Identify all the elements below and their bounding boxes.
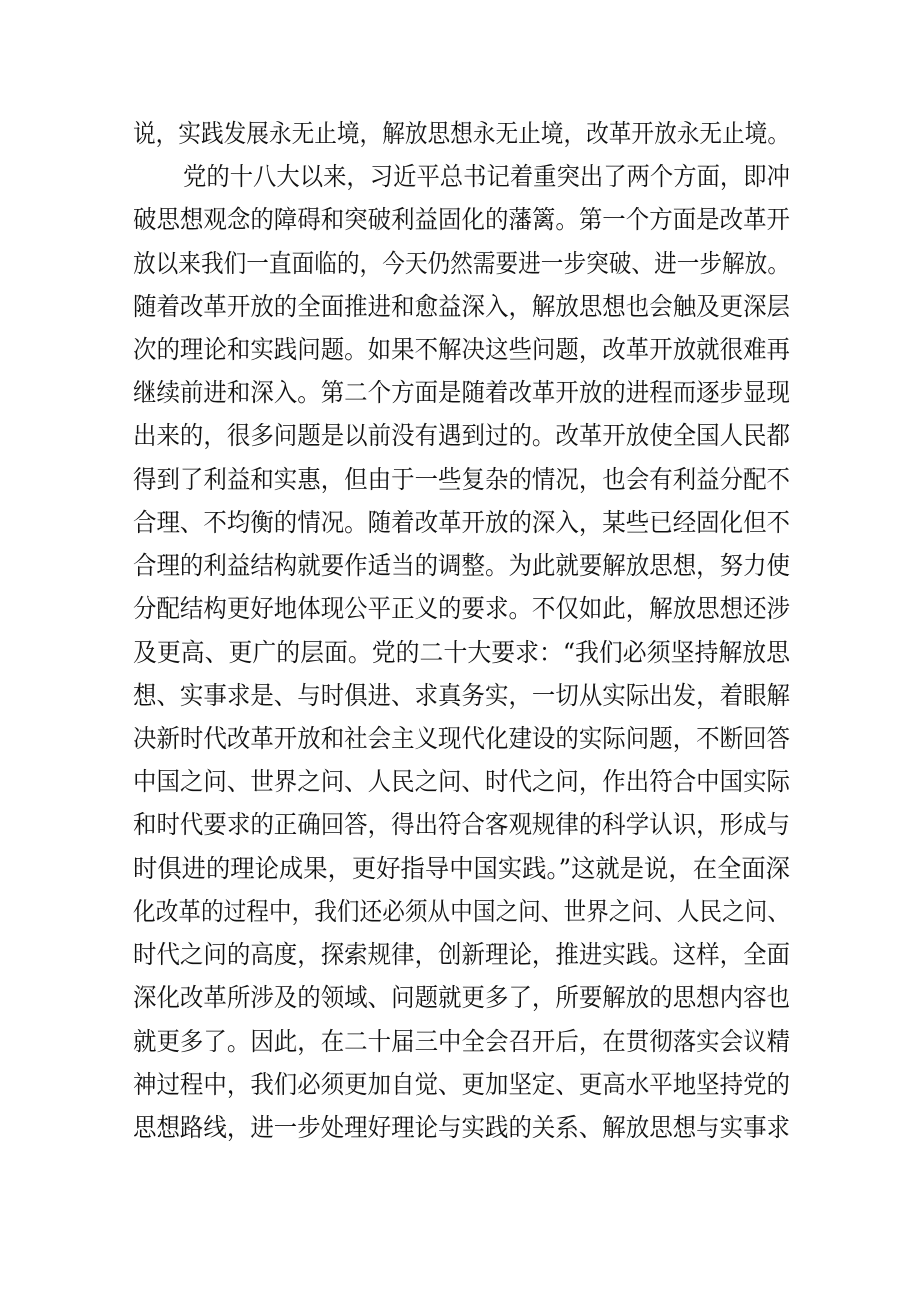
line-text: 和时代要求的正确回答，得出符合客观规律的科学认识，形成与 [133, 810, 791, 839]
line-text: 说，实践发展永无止境，解放思想永无止境，改革开放永无止境。 [133, 119, 791, 148]
text-line [0, 935, 920, 975]
line-text: 放以来我们一直面临的，今天仍然需要进一步突破、进一步解放。 [133, 249, 791, 278]
line-text: 分配结构更好地体现公平正义的要求。不仅如此，解放思想还涉 [133, 594, 791, 623]
line-text: 次的理论和实践问题。如果不解决这些问题，改革开放就很难再 [133, 335, 791, 364]
line-text: 随着改革开放的全面推进和愈益深入，解放思想也会触及更深层 [133, 292, 791, 321]
text-line [0, 200, 920, 240]
text-line [0, 805, 920, 845]
text-line [0, 460, 920, 500]
line-text: 时代之问的高度，探索规律，创新理论，推进实践。这样，全面 [133, 940, 791, 969]
text-line [0, 676, 920, 716]
line-text: 出来的，很多问题是以前没有遇到过的。改革开放使全国人民都 [133, 421, 791, 450]
line-text: 决新时代改革开放和社会主义现代化建设的实际问题，不断回答 [133, 724, 791, 753]
line-text: 及更高、更广的层面。党的二十大要求：“我们必须坚持解放思 [133, 638, 790, 667]
line-text: 深化改革所涉及的领域、问题就更多了，所要解放的思想内容也 [133, 983, 791, 1012]
text-line [0, 849, 920, 889]
text-line [0, 633, 920, 673]
line-text: 思想路线，进一步处理好理论与实践的关系、解放思想与实事求 [133, 1113, 791, 1142]
text-line [0, 157, 920, 197]
text-line [0, 287, 920, 327]
text-line [0, 1022, 920, 1062]
text-line [0, 114, 920, 154]
text-line [0, 244, 920, 284]
line-text: 想、实事求是、与时俱进、求真务实，一切从实际出发，着眼解 [133, 681, 791, 710]
text-line [0, 589, 920, 629]
text-line [0, 503, 920, 543]
line-text: 神过程中，我们必须更加自觉、更加坚定、更高水平地坚持党的 [133, 1070, 791, 1099]
text-line [0, 978, 920, 1018]
text-line [0, 546, 920, 586]
line-text: 得到了利益和实惠，但由于一些复杂的情况，也会有利益分配不 [133, 465, 791, 494]
text-line [0, 892, 920, 932]
text-line [0, 373, 920, 413]
text-line [0, 416, 920, 456]
line-text: 党的十八大以来，习近平总书记着重突出了两个方面，即冲 [183, 162, 790, 191]
line-text: 合理的利益结构就要作适当的调整。为此就要解放思想，努力使 [133, 551, 791, 580]
line-text: 中国之问、世界之问、人民之问、时代之问，作出符合中国实际 [133, 767, 791, 796]
line-text: 继续前进和深入。第二个方面是随着改革开放的进程而逐步显现 [133, 378, 791, 407]
line-text: 时俱进的理论成果，更好指导中国实践。”这就是说，在全面深 [133, 854, 790, 883]
line-text: 就更多了。因此，在二十届三中全会召开后，在贯彻落实会议精 [133, 1027, 791, 1056]
line-text: 破思想观念的障碍和突破利益固化的藩篱。第一个方面是改革开 [133, 205, 791, 234]
text-line [0, 762, 920, 802]
text-line [0, 719, 920, 759]
text-line [0, 1108, 920, 1148]
text-line [0, 1065, 920, 1105]
line-text: 合理、不均衡的情况。随着改革开放的深入，某些已经固化但不 [133, 508, 791, 537]
line-text: 化改革的过程中，我们还必须从中国之问、世界之问、人民之问、 [133, 897, 791, 926]
text-line [0, 330, 920, 370]
